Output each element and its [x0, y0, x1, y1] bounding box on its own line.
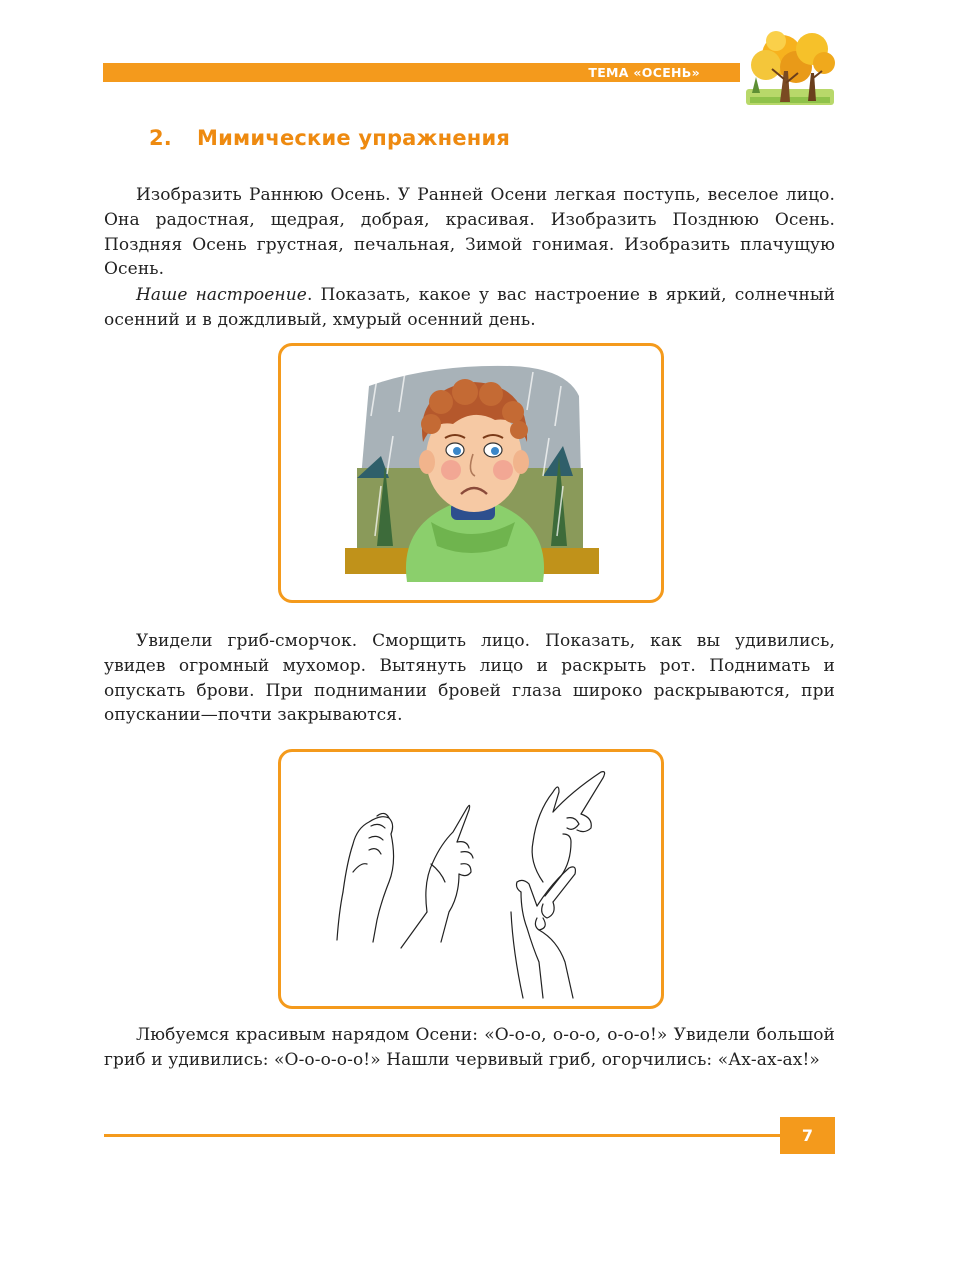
hand-gestures-icon	[281, 752, 661, 1006]
header-title: ТЕМА «ОСЕНЬ»	[588, 65, 700, 80]
paragraph-2-italic: Наше настроение	[136, 285, 307, 305]
page-number: 7	[780, 1117, 835, 1154]
footer-line	[104, 1134, 780, 1137]
section-title	[149, 126, 510, 150]
hands-illustration-frame	[278, 749, 664, 1009]
paragraph-4: Любуемся красивым нарядом Осени: «О-о-о, о-о-о, о-о-о!» Увидели большой гриб и удивились: «О-о-о-о-о!» Нашли червивый гриб, огорчились: «Ах-ах-ах!»	[104, 1025, 835, 1070]
sad-boy-rain-icon	[281, 346, 661, 600]
paragraph-2	[104, 283, 835, 333]
sad-boy-illustration-frame	[278, 343, 664, 603]
header-bar	[103, 63, 740, 82]
section-title-text: Мимические упражнения	[197, 126, 511, 150]
section-number: 2.	[149, 126, 172, 150]
paragraph-1: Изобразить Раннюю Осень. У Ранней Осени легкая поступь, веселое лицо. Она радостная, щедрая, добрая, красивая. Изобразить Позднюю Осень. Поздняя Осень грустная, печальная, Зимой гонимая. Изобразить плачущую Осень.	[104, 185, 835, 280]
paragraph-3: Увидели гриб-сморчок. Сморщить лицо. Показать, как вы удивились, увидев огромный мухомор. Вытянуть лицо и раскрыть рот. Поднимать и опускать брови. При поднимании бровей глаза широко раскрываются, при опускании—почти закрываются.	[104, 631, 835, 726]
autumn-trees-icon	[740, 27, 840, 112]
paragraph-2-text: . Показать, какое у вас настроение в яркий, солнечный осенний и в дождливый, хмурый осенний день.	[104, 285, 835, 330]
